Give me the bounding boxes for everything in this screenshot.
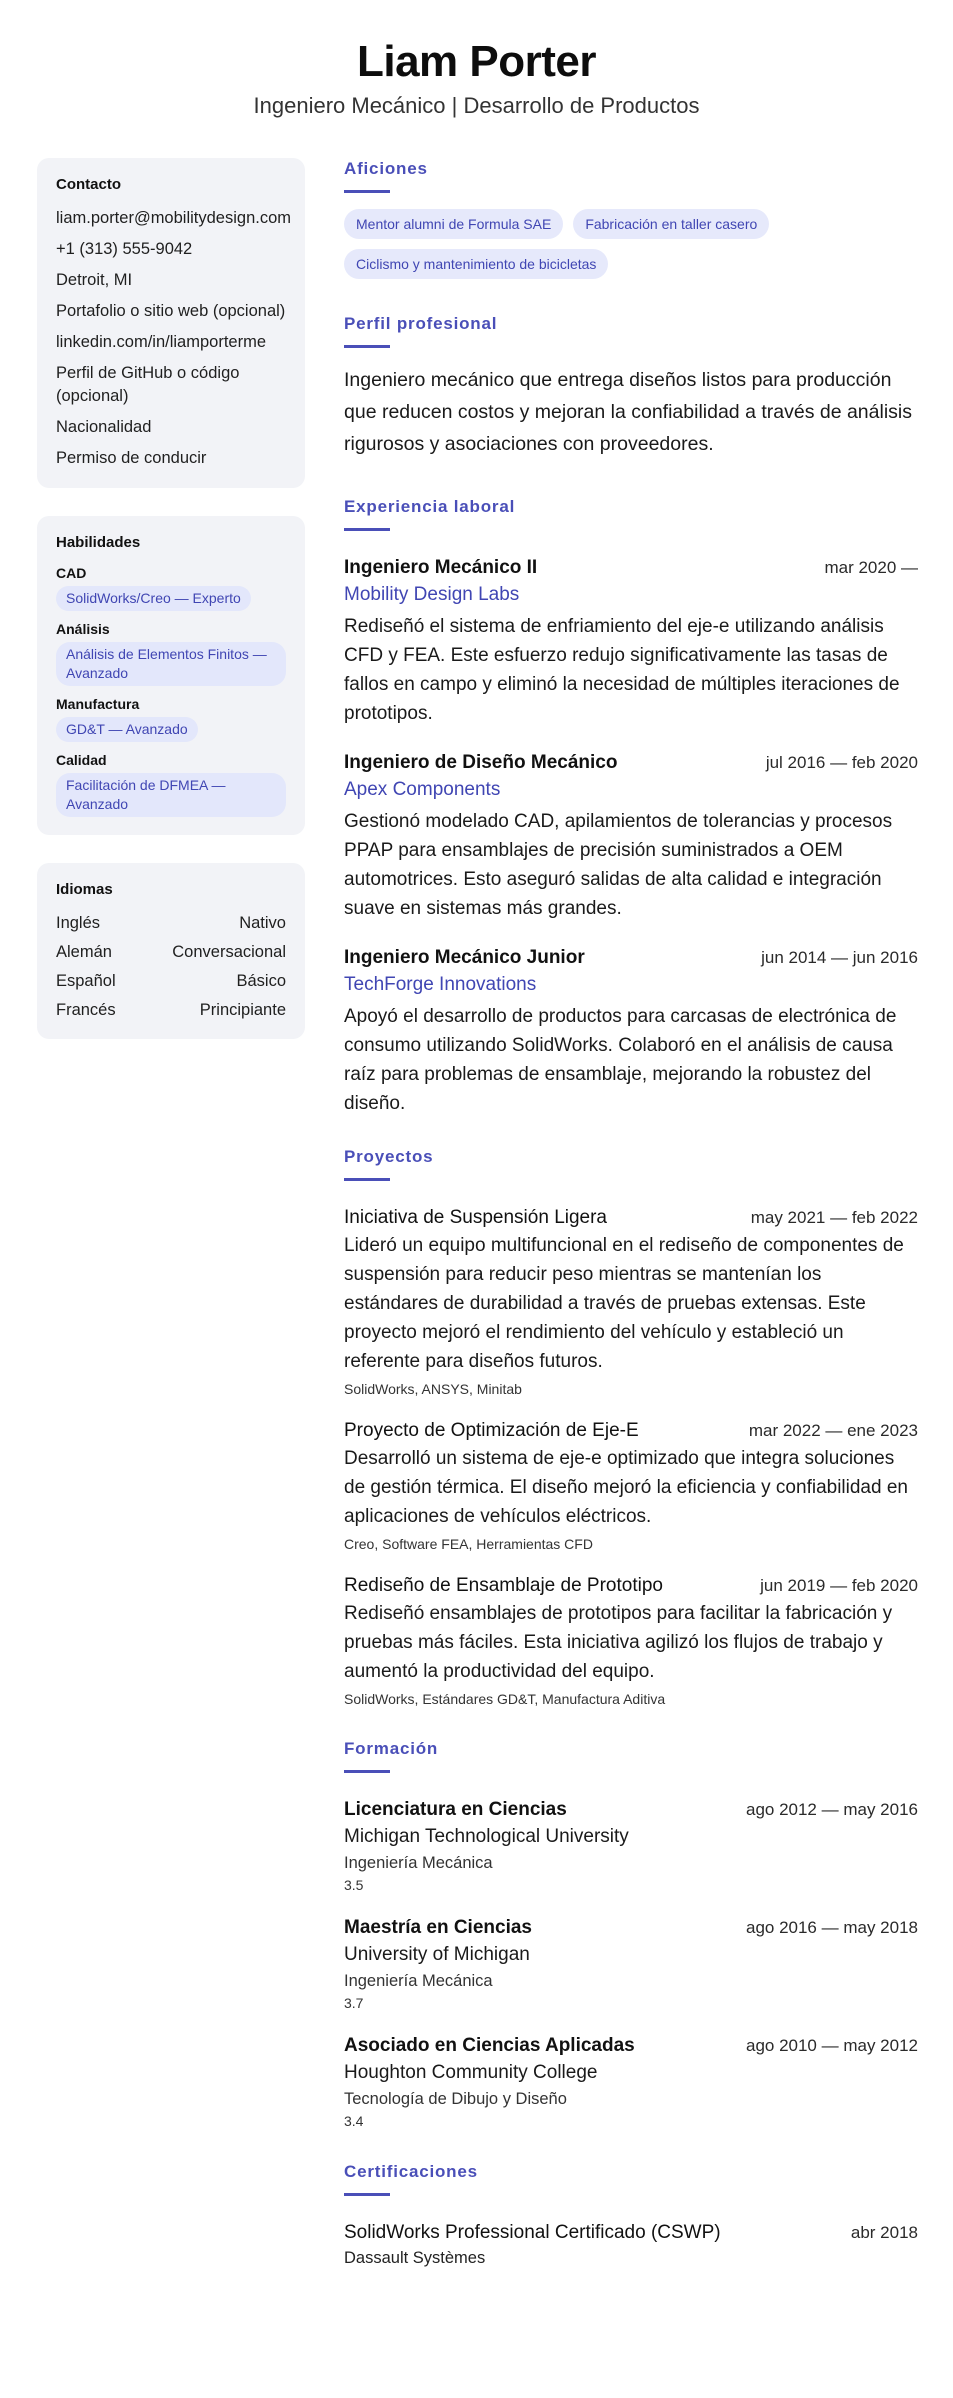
certification-name: SolidWorks Professional Certificado (CSWP)	[344, 2222, 721, 2243]
education-entry	[344, 2033, 918, 2131]
certification-issuer: Dassault Systèmes	[344, 2249, 486, 2267]
candidate-subtitle: Ingeniero Mecánico | Desarrollo de Productos	[253, 93, 700, 118]
skill-pill: SolidWorks/Creo — Experto	[56, 586, 251, 611]
language-name: Español	[56, 972, 116, 990]
hobby-pill: Ciclismo y mantenimiento de bicicletas	[344, 249, 608, 279]
gpa: 3.7	[344, 1995, 364, 2011]
school-name: University of Michigan	[344, 1944, 530, 1965]
job-description: Apoyó el desarrollo de productos para carcasas de electrónica de consumo utilizando SolidWorks. Colaboró en el análisis de causa raíz para problemas de ensamblaje, mejorando la robustez del diseño.	[344, 1006, 897, 1114]
language-name: Inglés	[56, 914, 101, 932]
hobby-pill: Fabricación en taller casero	[573, 209, 769, 239]
contact-card	[37, 158, 305, 488]
section-divider	[344, 190, 390, 193]
project-entry	[344, 1418, 918, 1553]
section-title: Aficiones	[344, 159, 428, 178]
experience-entry	[344, 750, 918, 923]
certification-entry	[344, 2220, 918, 2270]
project-name: Proyecto de Optimización de Eje-E	[344, 1420, 639, 1441]
degree-name: Maestría en Ciencias	[344, 1917, 532, 1938]
job-date: mar 2020 —	[824, 558, 918, 577]
hobby-pill: Mentor alumni de Formula SAE	[344, 209, 563, 239]
project-name: Rediseño de Ensamblaje de Prototipo	[344, 1575, 663, 1596]
education-date: ago 2016 — may 2018	[745, 1918, 918, 1937]
language-level: Conversacional	[172, 943, 286, 961]
certifications-section	[344, 2161, 918, 2270]
profile-summary: Ingeniero mecánico que entrega diseños listos para producción que reducen costos y mejoran la confiabilidad a través de análisis rigurosos y asociaciones con proveedores.	[344, 369, 912, 455]
experience-entry	[344, 945, 918, 1118]
field-of-study: Ingeniería Mecánica	[344, 1972, 493, 1990]
skill-category: Calidad	[56, 752, 107, 768]
languages-card	[37, 863, 305, 1039]
project-date: mar 2022 — ene 2023	[748, 1421, 918, 1440]
section-title: Perfil profesional	[344, 314, 498, 333]
education-date: ago 2012 — may 2016	[745, 1800, 918, 1819]
candidate-name: Liam Porter	[356, 37, 596, 86]
degree-name: Licenciatura en Ciencias	[344, 1799, 567, 1820]
education-entry	[344, 1797, 918, 1895]
section-divider	[344, 1178, 390, 1181]
field-of-study: Ingeniería Mecánica	[344, 1854, 493, 1872]
language-level: Nativo	[239, 914, 286, 932]
language-row	[56, 912, 286, 934]
skills-title: Habilidades	[56, 534, 141, 551]
language-name: Francés	[56, 1001, 116, 1019]
field-of-study: Tecnología de Dibujo y Diseño	[344, 2090, 567, 2108]
job-title: Ingeniero Mecánico Junior	[344, 947, 585, 968]
section-title: Experiencia laboral	[344, 497, 516, 516]
skills-card	[37, 516, 305, 835]
project-tech: Creo, Software FEA, Herramientas CFD	[344, 1536, 593, 1552]
education-section	[344, 1738, 918, 2131]
education-entry	[344, 1915, 918, 2013]
certification-date: abr 2018	[850, 2223, 918, 2242]
language-level: Principiante	[199, 1001, 286, 1019]
sidebar	[37, 158, 305, 1067]
job-date: jul 2016 — feb 2020	[765, 753, 918, 772]
project-date: may 2021 — feb 2022	[750, 1208, 918, 1227]
language-level: Básico	[236, 972, 286, 990]
contact-email[interactable]: liam.porter@mobilitydesign.com	[56, 209, 291, 227]
contact-title: Contacto	[56, 176, 121, 193]
skill-category: CAD	[56, 565, 87, 581]
profile-section	[344, 313, 918, 460]
school-name: Houghton Community College	[344, 2062, 598, 2083]
contact-nationality: Nacionalidad	[56, 418, 152, 436]
contact-driving-license: Permiso de conducir	[56, 449, 207, 467]
contact-phone[interactable]: +1 (313) 555-9042	[56, 240, 193, 258]
skill-category: Manufactura	[56, 696, 140, 712]
degree-name: Asociado en Ciencias Aplicadas	[344, 2035, 635, 2056]
section-divider	[344, 2193, 390, 2196]
experience-section	[344, 496, 918, 1118]
section-title: Formación	[344, 1739, 439, 1758]
language-row	[56, 999, 286, 1021]
project-entry	[344, 1573, 918, 1708]
job-title: Ingeniero de Diseño Mecánico	[344, 752, 618, 773]
project-tech: SolidWorks, ANSYS, Minitab	[344, 1381, 522, 1397]
education-date: ago 2010 — may 2012	[745, 2036, 918, 2055]
project-description: Desarrolló un sistema de eje-e optimizado que integra soluciones de gestión térmica. El diseño mejoró la eficiencia y confiabilidad en aplicaciones de vehículos eléctricos.	[344, 1448, 908, 1527]
resume-header	[0, 36, 953, 120]
skill-pill: Facilitación de DFMEA — Avanzado	[56, 773, 286, 817]
project-description: Rediseñó ensamblajes de prototipos para facilitar la fabricación y pruebas más fáciles. Esta iniciativa agilizó los flujos de trabajo y aumentó la productividad del equipo.	[344, 1603, 893, 1682]
skill-category: Análisis	[56, 621, 110, 637]
section-title: Certificaciones	[344, 2162, 478, 2181]
section-divider	[344, 345, 390, 348]
section-title: Proyectos	[344, 1147, 434, 1166]
section-divider	[344, 1770, 390, 1773]
contact-github[interactable]: Perfil de GitHub o código (opcional)	[56, 364, 240, 405]
project-description: Lideró un equipo multifuncional en el rediseño de componentes de suspensión para reducir peso mientras se mantenían los estándares de durabilidad a través de pruebas extensas. Este proyecto mejoró el rendimiento del vehículo y estableció un referente para diseños futuros.	[344, 1235, 904, 1372]
contact-linkedin[interactable]: linkedin.com/in/liamporterme	[56, 333, 266, 351]
languages-title: Idiomas	[56, 881, 113, 898]
job-date: jun 2014 — jun 2016	[761, 948, 918, 967]
project-name: Iniciativa de Suspensión Ligera	[344, 1207, 608, 1228]
experience-entry	[344, 555, 918, 728]
language-name: Alemán	[56, 943, 112, 961]
gpa: 3.4	[344, 2113, 364, 2129]
contact-location: Detroit, MI	[56, 271, 133, 289]
school-name: Michigan Technological University	[344, 1826, 629, 1847]
language-row	[56, 970, 286, 992]
skill-pill: GD&T — Avanzado	[56, 717, 198, 742]
company-name: Apex Components	[344, 779, 501, 800]
gpa: 3.5	[344, 1877, 364, 1893]
job-description: Gestionó modelado CAD, apilamientos de tolerancias y procesos PPAP para ensamblajes de precisión suministrados a OEM automotrices. Esto aseguró salidas de alta calidad e integración suave en sistemas más grandes.	[344, 811, 893, 919]
hobby-list	[344, 209, 918, 279]
hobbies-section	[344, 158, 918, 279]
company-name: TechForge Innovations	[344, 974, 537, 995]
project-tech: SolidWorks, Estándares GD&T, Manufactura Aditiva	[344, 1691, 666, 1707]
language-row	[56, 941, 286, 963]
job-description: Rediseñó el sistema de enfriamiento del eje-e utilizando análisis CFD y FEA. Este esfuerzo redujo significativamente las tasas de fallos en campo y eliminó la necesidad de múltiples iteraciones de prototipos.	[344, 616, 900, 724]
job-title: Ingeniero Mecánico II	[344, 557, 538, 578]
skill-pill: Análisis de Elementos Finitos — Avanzado	[56, 642, 286, 686]
contact-portfolio[interactable]: Portafolio o sitio web (opcional)	[56, 302, 286, 320]
project-date: jun 2019 — feb 2020	[760, 1576, 918, 1595]
projects-section	[344, 1146, 918, 1708]
company-name: Mobility Design Labs	[344, 584, 520, 605]
main-content	[344, 158, 918, 2306]
section-divider	[344, 528, 390, 531]
project-entry	[344, 1205, 918, 1398]
